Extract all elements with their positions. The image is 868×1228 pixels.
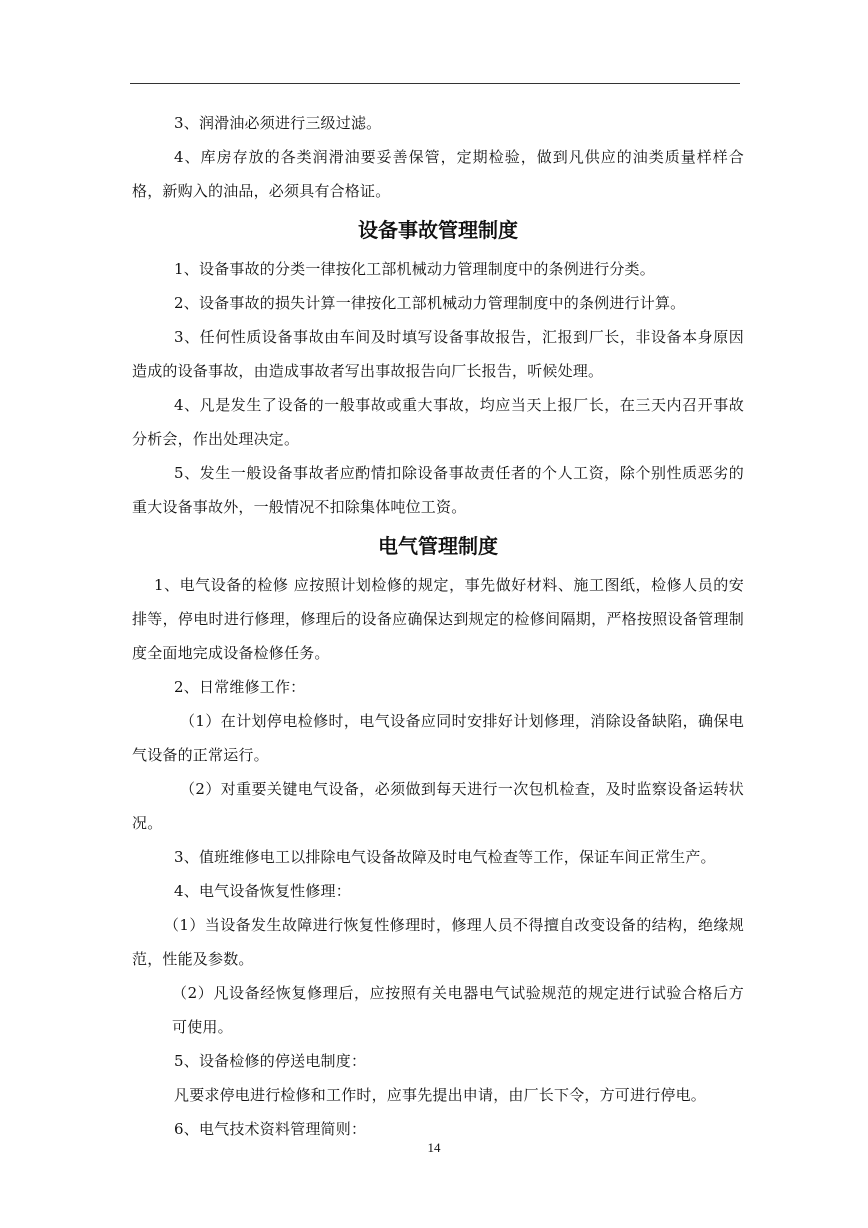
page-content	[132, 106, 744, 1146]
paragraph: （2）凡设备经恢复修理后，应按照有关电器电气试验规范的规定进行试验合格后方可使用。	[172, 984, 744, 1036]
paragraph: 凡要求停电进行检修和工作时，应事先提出申请，由厂长下令，方可进行停电。	[174, 1086, 707, 1104]
paragraph: 3、任何性质设备事故由车间及时填写设备事故报告，汇报到厂长，非设备本身原因造成的设备事故，由造成事故者写出事故报告向厂长报告，听候处理。	[132, 328, 744, 380]
section-title: 电气管理制度	[378, 534, 498, 558]
page-number: 14	[427, 1140, 441, 1155]
paragraph: 3、润滑油必须进行三级过滤。	[174, 114, 382, 132]
paragraph: 4、库房存放的各类润滑油要妥善保管，定期检验，做到凡供应的油类质量样样合格，新购入的油品，必须具有合格证。	[132, 148, 744, 200]
paragraph: 4、电气设备恢复性修理：	[174, 882, 351, 900]
paragraph: 1、设备事故的分类一律按化工部机械动力管理制度中的条例进行分类。	[174, 260, 655, 278]
paragraph: 2、日常维修工作：	[174, 678, 306, 696]
paragraph: 5、设备检修的停送电制度：	[174, 1052, 367, 1070]
paragraph: （2）对重要关键电气设备，必须做到每天进行一次包机检查，及时监察设备运转状况。	[132, 780, 744, 832]
paragraph: 2、设备事故的损失计算一律按化工部机械动力管理制度中的条例进行计算。	[174, 294, 686, 312]
paragraph: 4、凡是发生了设备的一般事故或重大事故，均应当天上报厂长，在三天内召开事故分析会，作出处理决定。	[132, 396, 744, 448]
section-title: 设备事故管理制度	[358, 218, 518, 242]
paragraph: 5、发生一般设备事故者应酌情扣除设备事故责任者的个人工资，除个别性质恶劣的重大设备事故外，一般情况不扣除集体吨位工资。	[132, 464, 744, 516]
paragraph: 6、电气技术资料管理简则：	[174, 1120, 367, 1138]
header-rule	[130, 83, 740, 84]
paragraph: （1）当设备发生故障进行恢复性修理时，修理人员不得擅自改变设备的结构，绝缘规范，性能及参数。	[132, 916, 744, 968]
paragraph: 3、值班维修电工以排除电气设备故障及时电气检查等工作，保证车间正常生产。	[174, 848, 716, 866]
paragraph: （1）在计划停电检修时，电气设备应同时安排好计划修理，消除设备缺陷，确保电气设备的正常运行。	[132, 712, 744, 764]
paragraph: 1、电气设备的检修 应按照计划检修的规定，事先做好材料、施工图纸，检修人员的安排等，停电时进行修理，修理后的设备应确保达到规定的检修间隔期，严格按照设备管理制度全面地完成设备检修任务。	[132, 576, 744, 662]
